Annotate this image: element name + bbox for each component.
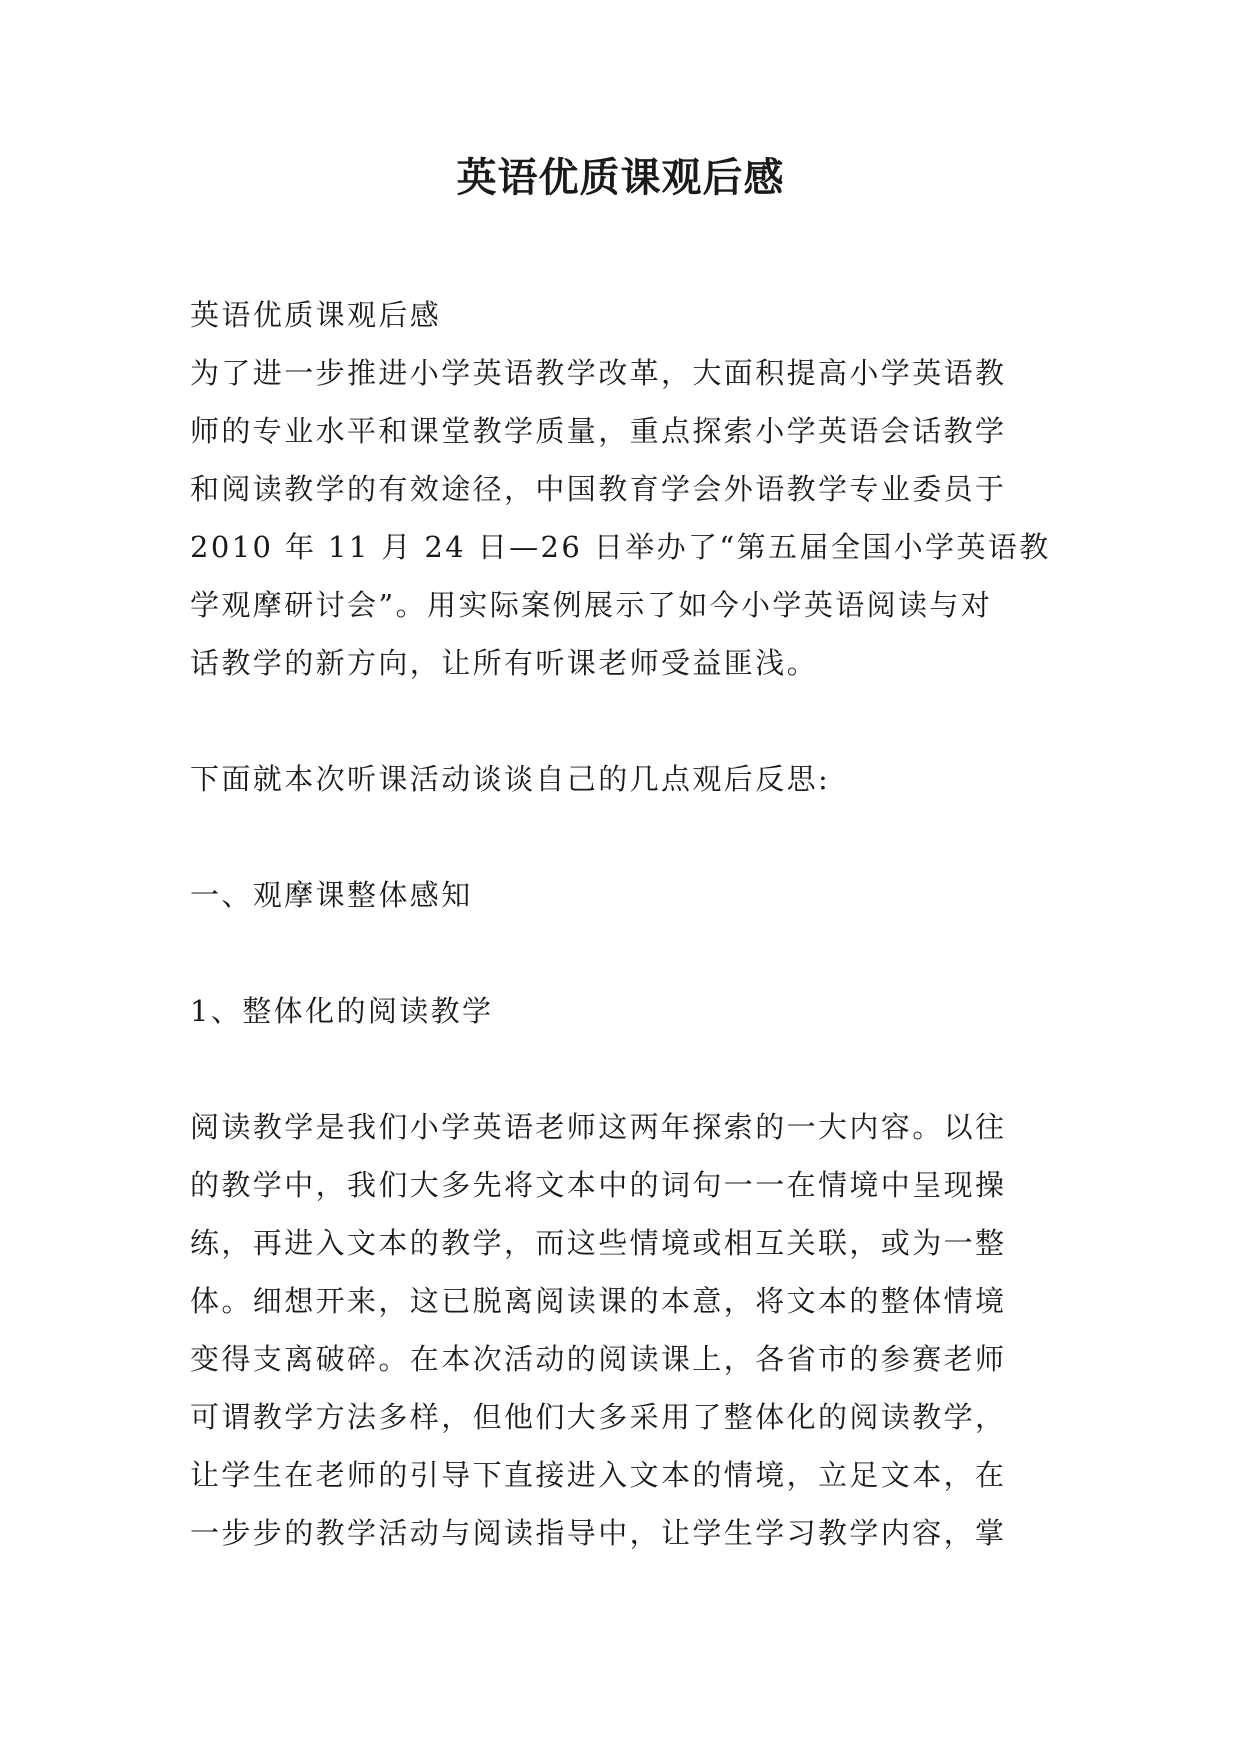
intro-line: 学观摩研讨会”。用实际案例展示了如今小学英语阅读与对 [190, 588, 993, 622]
paragraph-spacer [190, 692, 1052, 750]
section-heading [190, 866, 1052, 924]
reading-line: 练，再进入文本的教学，而这些情境或相互关联，或为一整 [190, 1226, 1007, 1260]
reading-line: 的教学中，我们大多先将文本中的词句一一在情境中呈现操 [190, 1168, 1007, 1202]
section-heading-line: 一、观摩课整体感知 [190, 878, 473, 912]
intro-line: 2010 年 11 月 24 日—26 日举办了“第五届全国小学英语教 [190, 530, 1051, 564]
reading-line: 可谓教学方法多样，但他们大多采用了整体化的阅读教学， [190, 1400, 1007, 1434]
intro-line: 为了进一步推进小学英语教学改革，大面积提高小学英语教 [190, 356, 1007, 390]
document-body [190, 286, 1052, 1562]
document-subtitle [190, 286, 1052, 344]
reading-line: 一步步的教学活动与阅读指导中，让学生学习教学内容，掌 [190, 1516, 1007, 1550]
intro-paragraph [190, 344, 1052, 692]
paragraph-spacer [190, 808, 1052, 866]
reading-line: 阅读教学是我们小学英语老师这两年探索的一大内容。以往 [190, 1110, 1007, 1144]
subtitle-line: 英语优质课观后感 [190, 298, 442, 332]
reading-line: 变得支离破碎。在本次活动的阅读课上，各省市的参赛老师 [190, 1342, 1007, 1376]
paragraph-spacer [190, 1040, 1052, 1098]
reflection-intro [190, 750, 1052, 808]
paragraph-spacer [190, 924, 1052, 982]
intro-line: 师的专业水平和课堂教学质量，重点探索小学英语会话教学 [190, 414, 1007, 448]
document-title: 英语优质课观后感 [456, 154, 785, 201]
subsection-heading [190, 982, 1052, 1040]
reading-line: 让学生在老师的引导下直接进入文本的情境，立足文本，在 [190, 1458, 1007, 1492]
intro-line: 和阅读教学的有效途径，中国教育学会外语教学专业委员于 [190, 472, 1007, 506]
reading-paragraph [190, 1098, 1052, 1562]
subsection-heading-line: 1、整体化的阅读教学 [190, 994, 494, 1028]
intro-line: 话教学的新方向，让所有听课老师受益匪浅。 [190, 646, 819, 680]
reflection-intro-line: 下面就本次听课活动谈谈自己的几点观后反思: [190, 762, 831, 796]
reading-line: 体。细想开来，这已脱离阅读课的本意，将文本的整体情境 [190, 1284, 1007, 1318]
